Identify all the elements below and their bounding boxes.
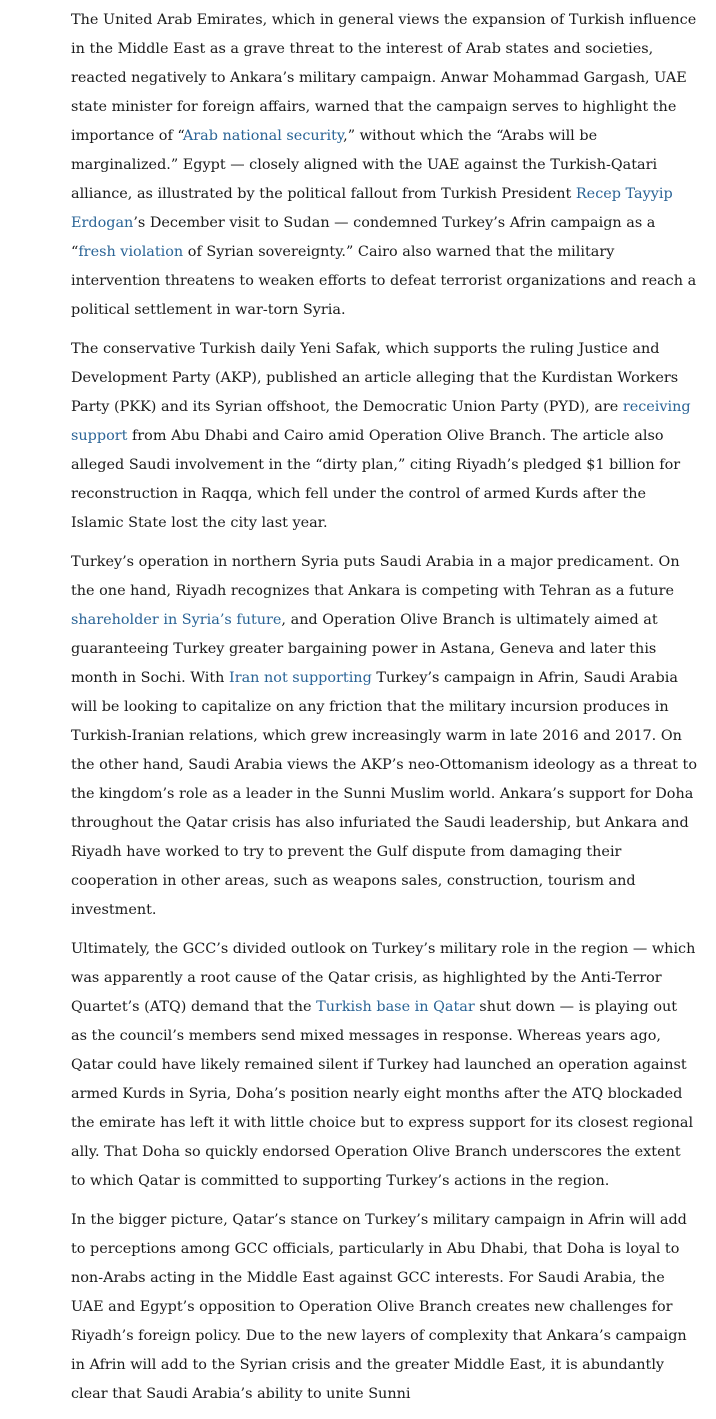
link-receiving-support[interactable]: receiving support bbox=[71, 399, 691, 444]
paragraph-gcc-divided-outlook bbox=[71, 935, 697, 1196]
text-segment: shut down — is playing out as the council’s members send mixed messages in response. Whereas years ago, Qatar could have likely remained silent if Turkey had launched an operation against armed Kurds in Syria, Doha’s position nearly eight months after the ATQ blockaded the emirate has left it with little choice but to express support for its closest regional ally. That Doha so quickly endorsed Operation Olive Branch underscores the extent to which Qatar is committed to supporting Turkey’s actions in the region. bbox=[71, 999, 694, 1189]
link-fresh-violation[interactable]: fresh violation bbox=[78, 244, 184, 260]
paragraph-yeni-safak bbox=[71, 335, 697, 538]
text-segment: of Syrian sovereignty.” Cairo also warned that the military intervention threatens to weaken efforts to defeat terrorist organizations and reach a political settlement in war-torn Syria. bbox=[71, 244, 697, 318]
link-arab-national-security[interactable]: Arab national security bbox=[182, 128, 344, 144]
paragraph-bigger-picture bbox=[71, 1206, 697, 1409]
link-shareholder-in-syrias-future[interactable]: shareholder in Syria’s future bbox=[71, 612, 282, 628]
text-segment: The conservative Turkish daily Yeni Safak, which supports the ruling Justice and Development Party (AKP), published an article alleging that the Kurdistan Workers Party (PKK) and its Syrian offshoot, the Democratic Union Party (PYD), are bbox=[71, 341, 679, 415]
link-turkish-base-in-qatar[interactable]: Turkish base in Qatar bbox=[316, 999, 475, 1015]
paragraph-saudi-predicament bbox=[71, 548, 697, 925]
text-segment: In the bigger picture, Qatar’s stance on Turkey’s military campaign in Afrin will add to perceptions among GCC officials, particularly in Abu Dhabi, that Doha is loyal to non-Arabs acting in the Middle East against GCC interests. For Saudi Arabia, the UAE and Egypt’s opposition to Operation Olive Branch creates new challenges for Riyadh’s foreign policy. Due to the new layers of complexity that Ankara’s campaign in Afrin will add to the Syrian crisis and the greater Middle East, it is abundantly clear that Saudi Arabia’s ability to unite Sunni bbox=[71, 1212, 687, 1402]
paragraph-uae-egypt-reaction bbox=[71, 6, 697, 325]
text-segment: ’s December visit to Sudan — condemned Turkey’s Afrin campaign as a “ bbox=[71, 215, 656, 260]
link-iran-not-supporting[interactable]: Iran not supporting bbox=[229, 670, 372, 686]
text-segment: from Abu Dhabi and Cairo amid Operation Olive Branch. The article also alleged Saudi involvement in the “dirty plan,” citing Riyadh’s pledged $1 billion for reconstruction in Raqqa, which fell under the control of armed Kurds after the Islamic State lost the city last year. bbox=[71, 428, 681, 531]
text-segment: Turkey’s campaign in Afrin, Saudi Arabia will be looking to capitalize on any friction that the military incursion produces in Turkish-Iranian relations, which grew increasingly warm in late 2016 and 2017. On the other hand, Saudi Arabia views the AKP’s neo-Ottomanism ideology as a threat to the kingdom’s role as a leader in the Sunni Muslim world. Ankara’s support for Doha throughout the Qatar crisis has also infuriated the Saudi leadership, but Ankara and Riyadh have worked to try to prevent the Gulf dispute from damaging their cooperation in other areas, such as weapons sales, construction, tourism and investment. bbox=[71, 670, 697, 918]
text-segment: Turkey’s operation in northern Syria puts Saudi Arabia in a major predicament. On the one hand, Riyadh recognizes that Ankara is competing with Tehran as a future bbox=[71, 554, 680, 599]
text-segment: The United Arab Emirates, which in general views the expansion of Turkish influence in the Middle East as a grave threat to the interest of Arab states and societies, reacted negatively to Ankara’s military campaign. Anwar Mohammad Gargash, UAE state minister for foreign affairs, warned that the campaign serves to highlight the importance of “ bbox=[71, 12, 697, 144]
text-segment: ,” without which the “Arabs will be marginalized.” Egypt — closely aligned with the UAE against the Turkish-Qatari alliance, as illustrated by the political fallout from Turkish President bbox=[71, 128, 658, 202]
text-segment: , and Operation Olive Branch is ultimately aimed at guaranteeing Turkey greater bargaining power in Astana, Geneva and later this month in Sochi. With bbox=[71, 612, 658, 686]
text-segment: Ultimately, the GCC’s divided outlook on Turkey’s military role in the region — which was apparently a root cause of the Qatar crisis, as highlighted by the Anti-Terror Quartet’s (ATQ) demand that the bbox=[71, 941, 696, 1015]
link-recep-tayyip-erdogan[interactable]: Recep Tayyip Erdogan bbox=[71, 186, 673, 231]
article-body bbox=[71, 6, 697, 1419]
